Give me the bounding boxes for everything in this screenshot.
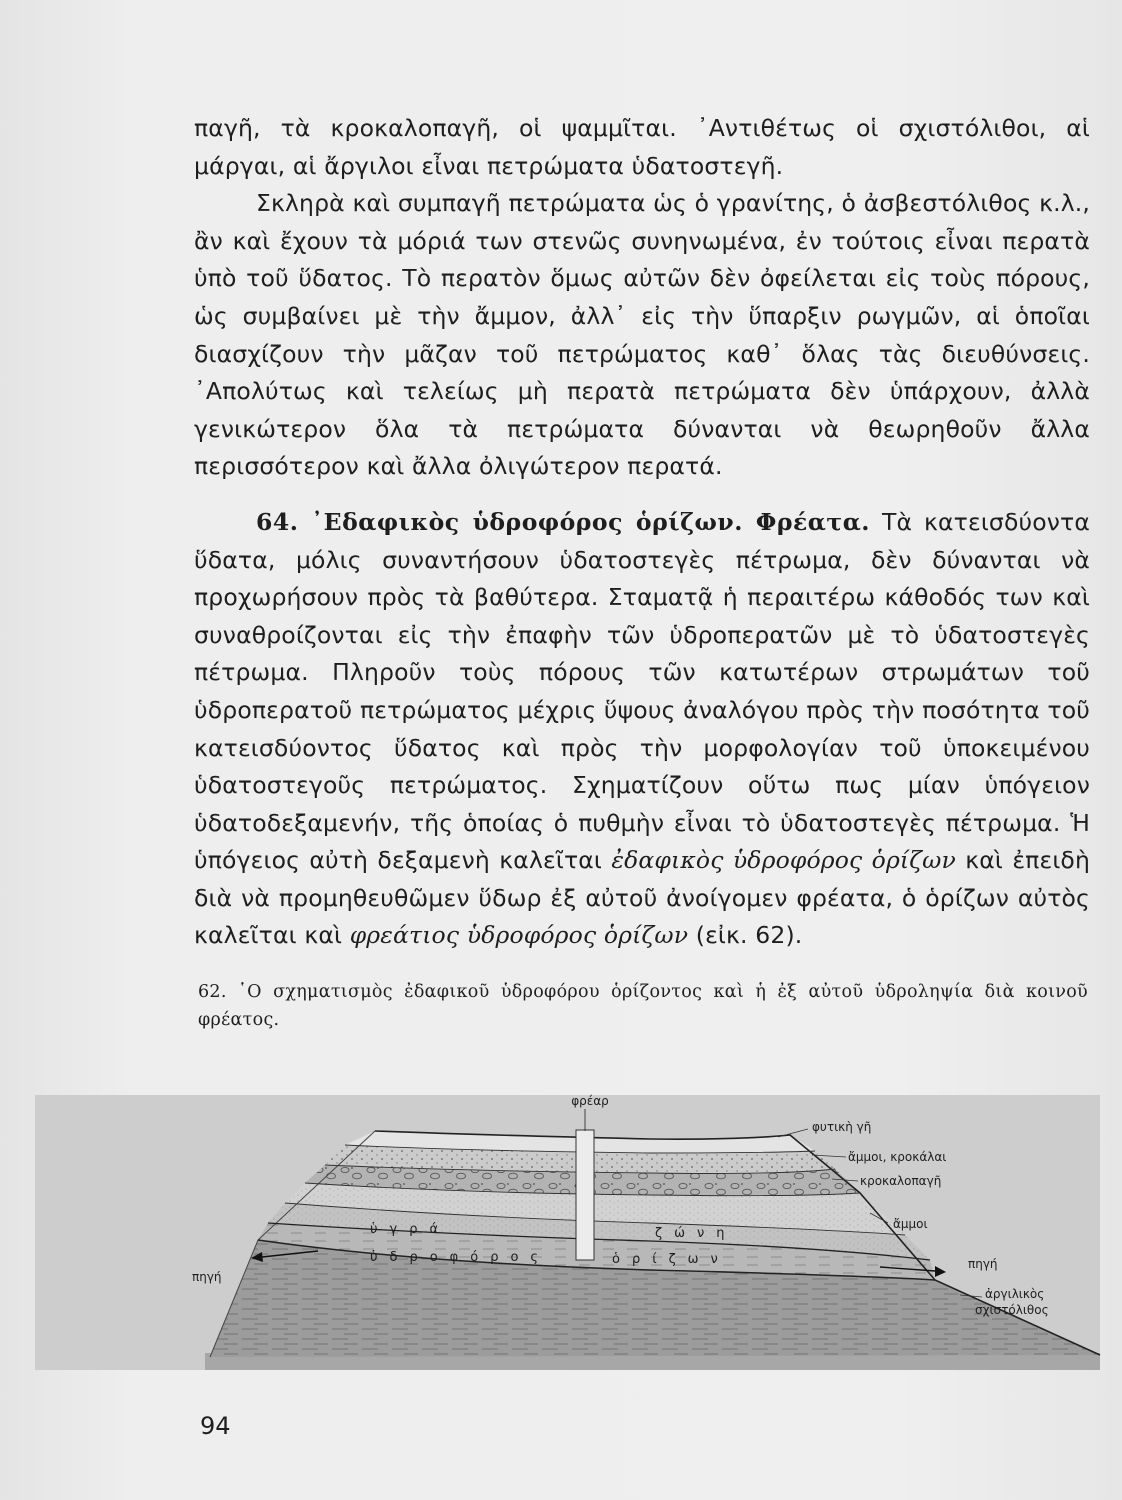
well-label: φρέαρ: [571, 1094, 609, 1108]
paragraph-3-main: Τὰ κατεισδύοντα ὕδατα, μόλις συναντήσουν ὑδατοστεγὲς πέτρωμα, δὲν δύνανται νὰ προχωρήσουν πρὸς τὰ βαθύτερα. Σταματᾷ ἡ περαιτέρω κάθοδός των καὶ συναθροίζονται εἰς τὴν ἐπαφὴν τῶν ὑδροπερατῶν μὲ τὸ ὑδατοστεγὲς πέτρωμα. Πληροῦν τοὺς πόρους τῶν κατωτέρων στρωμάτων τοῦ ὑδροπερατοῦ πετρώματος μέχρις ὕψους ἀναλόγου πρὸς τὴν ποσότητα τοῦ κατεισδύοντος ὕδατος καὶ πρὸς τὴν μορφολογίαν τοῦ ὑποκειμένου ὑδατοστεγοῦς πετρώματος. Σχηματίζουν οὕτω πως μίαν ὑπόγειον ὑδατοδεξαμενήν, τῆς ὁποίας ὁ πυθμὴν εἶναι τὸ ὑδατοστεγὲς πέτρωμα. Ἡ ὑπόγειος αὐτὴ δεξαμενὴ καλεῖται: [194, 507, 1090, 875]
term-phreatic-aquifer: φρεάτιος ὑδροφόρος ὁρίζων: [349, 921, 689, 950]
spring-left-label: πηγή: [192, 1270, 222, 1284]
paragraph-1: παγῆ, τὰ κροκαλοπαγῆ, οἱ ψαμμῖται. ᾿Αντιθέτως οἱ σχιστόλιθοι, αἱ μάργαι, αἱ ἄργιλοι εἶναι πετρώματα ὑδατοστεγῆ.: [194, 114, 1090, 180]
sands-label: ἄμμοι: [893, 1217, 928, 1231]
topsoil-label: φυτικὴ γῆ: [812, 1120, 872, 1134]
aquifer-label-2: ὁρίζων: [612, 1252, 730, 1267]
figure-caption: 62. ῾Ο σχηματισμὸς ἐδαφικοῦ ὑδροφόρου ὁρίζοντος καὶ ἡ ἐξ αὐτοῦ ὑδροληψία διὰ κοινοῦ φρέατος.: [198, 982, 1088, 1030]
clay-label-1: ἀργιλικὸς: [985, 1287, 1045, 1301]
page-number: 94: [200, 1412, 231, 1440]
spring-right-label: πηγή: [968, 1257, 998, 1271]
clay-label-2: σχιστόλιθος: [975, 1303, 1049, 1317]
paragraph-3-mid: καὶ ἐπειδὴ διὰ νὰ προμηθευθῶμεν ὕδωρ ἐξ αὐτοῦ ἀνοίγομεν φρέατα, ὁ ὁρίζων αὐτὸς καλεῖται καὶ: [194, 846, 1091, 950]
aquifer-diagram: [0, 1085, 1122, 1385]
paragraph-3: [194, 504, 1090, 955]
section-heading: 64. ᾿Εδαφικὸς ὑδροφόρος ὁρίζων. Φρέατα.: [256, 507, 870, 536]
term-aquifer: ἐδαφικὸς ὑδροφόρος ὁρίζων: [611, 846, 956, 875]
sand-gravel-label: ἄμμοι, κροκάλαι: [848, 1150, 947, 1164]
paragraph-3-end: (εἰκ. 62).: [695, 921, 803, 950]
wet-zone-label-1: ὑγρά: [370, 1222, 451, 1237]
body-text: [194, 110, 1090, 955]
conglomerate-label: κροκαλοπαγῆ: [860, 1174, 942, 1188]
aquifer-label-1: ὑδροφόρος: [370, 1250, 551, 1265]
wet-zone-label-2: ζώνη: [655, 1226, 737, 1241]
paragraph-2: Σκληρὰ καὶ συμπαγῆ πετρώματα ὡς ὁ γρανίτης, ὁ ἀσβεστόλιθος κ.λ., ἂν καὶ ἔχουν τὰ μόριά των στενῶς συνηνωμένα, ἐν τούτοις εἶναι περατὰ ὑπὸ τοῦ ὕδατος. Τὸ περατὸν ὅμως αὐτῶν δὲν ὀφείλεται εἰς τοὺς πόρους, ὡς συμβαίνει μὲ τὴν ἄμμον, ἀλλ᾿ εἰς τὴν ὕπαρξιν ρωγμῶν, αἱ ὁποῖαι διασχίζουν τὴν μᾶζαν τοῦ πετρώματος καθ᾿ ὅλας τὰς διευθύνσεις. ᾿Απολύτως καὶ τελείως μὴ περατὰ πετρώματα δὲν ὑπάρχουν, ἀλλὰ γενικώτερον ὅλα τὰ πετρώματα δύνανται νὰ θεωρηθοῦν ἄλλα περισσότερον καὶ ἄλλα ὀλιγώτερον περατά.: [194, 189, 1090, 481]
well-shaft: [576, 1130, 594, 1260]
